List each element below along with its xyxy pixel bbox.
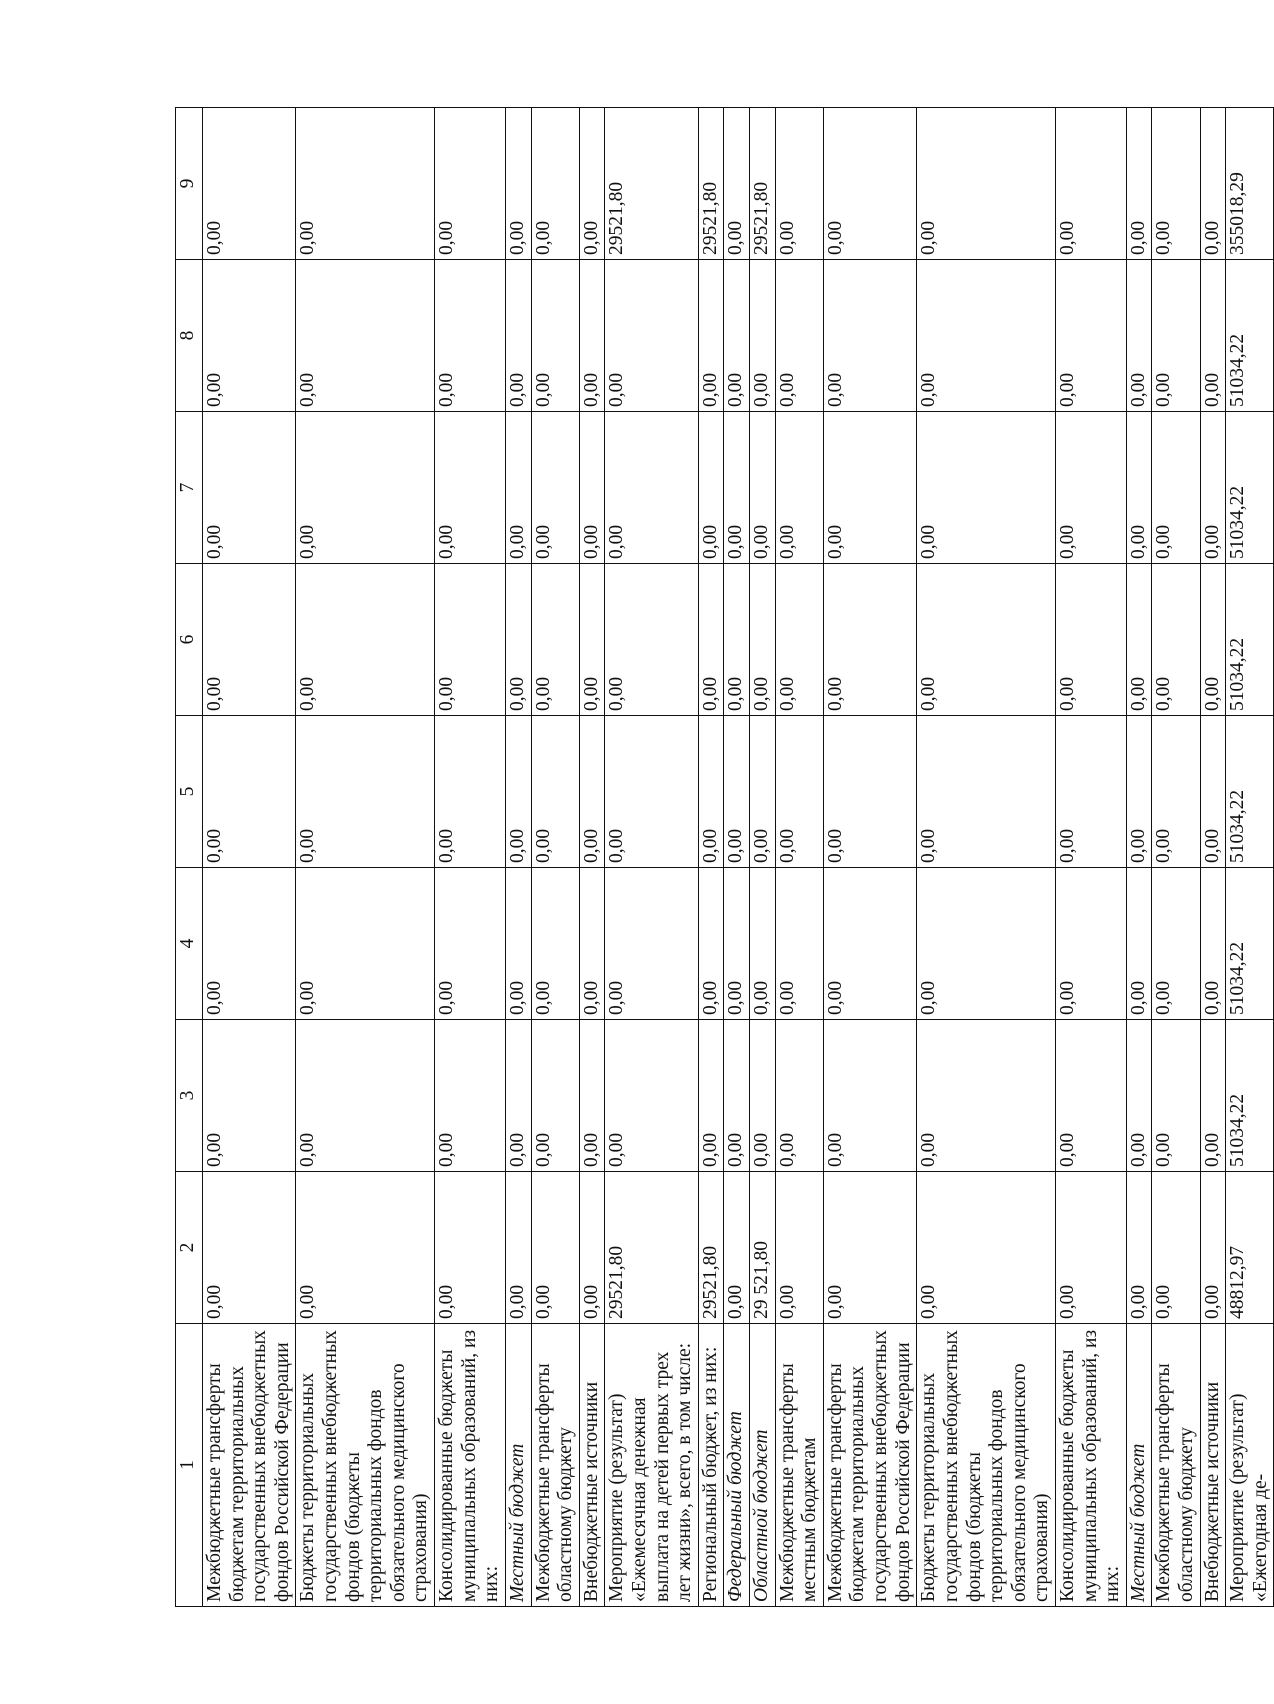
value-cell: 0,00 xyxy=(1200,1172,1226,1324)
row-label: Внебюджетные источники xyxy=(1200,1324,1226,1607)
value-cell: 0,00 xyxy=(775,1172,823,1324)
row-label: Консолидированные бюджеты муниципальных образований, из них: xyxy=(1055,1324,1126,1607)
value-cell: 0,00 xyxy=(203,412,296,564)
row-label: Бюджеты территориальных государственных внебюджетных фондов (бюджеты территориальных фондов обязательного медицинского страхования) xyxy=(296,1324,435,1607)
value-cell: 0,00 xyxy=(505,1020,531,1172)
value-cell: 0,00 xyxy=(435,564,506,716)
value-cell: 0,00 xyxy=(435,260,506,412)
table-row xyxy=(823,108,916,1607)
value-cell: 0,00 xyxy=(750,716,776,868)
value-cell: 0,00 xyxy=(531,108,579,260)
value-cell: 0,00 xyxy=(505,1172,531,1324)
value-cell: 0,00 xyxy=(435,108,506,260)
column-header: 2 xyxy=(176,1172,203,1324)
value-cell: 0,00 xyxy=(1152,1172,1200,1324)
header-row xyxy=(176,108,203,1607)
row-label: Бюджеты территориальных государственных внебюджетных фондов (бюджеты территориальных фондов обязательного медицинского страхования) xyxy=(917,1324,1056,1607)
value-cell: 0,00 xyxy=(724,1020,750,1172)
column-header: 3 xyxy=(176,1020,203,1172)
value-cell: 0,00 xyxy=(917,564,1056,716)
value-cell: 29521,80 xyxy=(698,1172,724,1324)
value-cell: 0,00 xyxy=(775,412,823,564)
value-cell: 0,00 xyxy=(724,716,750,868)
rotated-page xyxy=(175,107,1271,1607)
value-cell: 0,00 xyxy=(1126,412,1152,564)
value-cell: 0,00 xyxy=(750,412,776,564)
budget-table xyxy=(175,107,1274,1607)
value-cell: 0,00 xyxy=(1200,412,1226,564)
value-cell: 0,00 xyxy=(1200,716,1226,868)
value-cell: 0,00 xyxy=(823,108,916,260)
value-cell: 0,00 xyxy=(724,412,750,564)
column-header: 6 xyxy=(176,564,203,716)
value-cell: 0,00 xyxy=(823,412,916,564)
value-cell: 0,00 xyxy=(1200,260,1226,412)
value-cell: 0,00 xyxy=(698,1020,724,1172)
value-cell: 0,00 xyxy=(505,716,531,868)
value-cell: 0,00 xyxy=(750,1020,776,1172)
value-cell: 29521,80 xyxy=(605,1172,698,1324)
value-cell: 0,00 xyxy=(605,868,698,1020)
value-cell: 0,00 xyxy=(531,412,579,564)
row-label: Консолидированные бюджеты муниципальных образований, из них: xyxy=(435,1324,506,1607)
value-cell: 0,00 xyxy=(1200,564,1226,716)
value-cell: 0,00 xyxy=(1152,868,1200,1020)
row-label: Межбюджетные трансферты областному бюджету xyxy=(1152,1324,1200,1607)
value-cell: 0,00 xyxy=(531,1172,579,1324)
value-cell: 0,00 xyxy=(1055,108,1126,260)
value-cell: 48812,97 xyxy=(1226,1172,1274,1324)
value-cell: 355018,29 xyxy=(1226,108,1274,260)
value-cell: 51034,22 xyxy=(1226,716,1274,868)
value-cell: 29521,80 xyxy=(750,108,776,260)
value-cell: 0,00 xyxy=(917,108,1056,260)
value-cell: 0,00 xyxy=(579,412,605,564)
value-cell: 51034,22 xyxy=(1226,412,1274,564)
value-cell: 51034,22 xyxy=(1226,260,1274,412)
value-cell: 29 521,80 xyxy=(750,1172,776,1324)
value-cell: 0,00 xyxy=(579,868,605,1020)
value-cell: 0,00 xyxy=(296,260,435,412)
value-cell: 0,00 xyxy=(724,564,750,716)
value-cell: 0,00 xyxy=(917,1020,1056,1172)
value-cell: 0,00 xyxy=(435,868,506,1020)
value-cell: 0,00 xyxy=(531,260,579,412)
value-cell: 0,00 xyxy=(296,1020,435,1172)
table-body xyxy=(203,108,1274,1607)
value-cell: 0,00 xyxy=(823,1020,916,1172)
table-row xyxy=(775,108,823,1607)
value-cell: 0,00 xyxy=(203,260,296,412)
column-header: 1 xyxy=(176,1324,203,1607)
value-cell: 0,00 xyxy=(724,108,750,260)
table-row xyxy=(435,108,506,1607)
value-cell: 0,00 xyxy=(1055,716,1126,868)
value-cell: 0,00 xyxy=(296,868,435,1020)
value-cell: 51034,22 xyxy=(1226,564,1274,716)
value-cell: 0,00 xyxy=(698,412,724,564)
value-cell: 0,00 xyxy=(579,260,605,412)
value-cell: 0,00 xyxy=(296,564,435,716)
value-cell: 0,00 xyxy=(579,564,605,716)
value-cell: 0,00 xyxy=(505,108,531,260)
value-cell: 29521,80 xyxy=(605,108,698,260)
table-row xyxy=(1055,108,1126,1607)
value-cell: 0,00 xyxy=(605,1020,698,1172)
row-label: Региональный бюджет, из них: xyxy=(698,1324,724,1607)
value-cell: 0,00 xyxy=(579,716,605,868)
value-cell: 0,00 xyxy=(203,564,296,716)
value-cell: 29521,80 xyxy=(698,108,724,260)
value-cell: 0,00 xyxy=(1055,412,1126,564)
value-cell: 0,00 xyxy=(823,1172,916,1324)
table-row xyxy=(296,108,435,1607)
value-cell: 0,00 xyxy=(1200,108,1226,260)
row-label: Межбюджетные трансферты бюджетам территориальных государственных внебюджетных фондов Российской Федерации xyxy=(203,1324,296,1607)
value-cell: 0,00 xyxy=(1152,412,1200,564)
value-cell: 0,00 xyxy=(724,1172,750,1324)
value-cell: 51034,22 xyxy=(1226,1020,1274,1172)
value-cell: 0,00 xyxy=(505,412,531,564)
table-row xyxy=(605,108,698,1607)
value-cell: 0,00 xyxy=(203,1172,296,1324)
value-cell: 0,00 xyxy=(775,564,823,716)
row-label: Межбюджетные трансферты бюджетам территориальных государственных внебюджетных фондов Российской Федерации xyxy=(823,1324,916,1607)
value-cell: 0,00 xyxy=(1126,260,1152,412)
value-cell: 0,00 xyxy=(579,108,605,260)
table-row xyxy=(1126,108,1152,1607)
row-label: Мероприятие (результат) «Ежемесячная денежная выплата на детей первых трех лет жизни», всего, в том числе: xyxy=(605,1324,698,1607)
value-cell: 0,00 xyxy=(1055,1172,1126,1324)
value-cell: 0,00 xyxy=(775,260,823,412)
value-cell: 0,00 xyxy=(1055,1020,1126,1172)
value-cell: 0,00 xyxy=(917,868,1056,1020)
value-cell: 0,00 xyxy=(823,260,916,412)
row-label: Межбюджетные трансферты местным бюджетам xyxy=(775,1324,823,1607)
column-header: 4 xyxy=(176,868,203,1020)
value-cell: 0,00 xyxy=(435,716,506,868)
value-cell: 0,00 xyxy=(1055,868,1126,1020)
value-cell: 0,00 xyxy=(1126,1020,1152,1172)
value-cell: 0,00 xyxy=(724,868,750,1020)
value-cell: 0,00 xyxy=(775,716,823,868)
value-cell: 0,00 xyxy=(296,1172,435,1324)
value-cell: 0,00 xyxy=(1152,1020,1200,1172)
table-row xyxy=(531,108,579,1607)
value-cell: 0,00 xyxy=(917,716,1056,868)
value-cell: 0,00 xyxy=(1055,260,1126,412)
table-row xyxy=(698,108,724,1607)
value-cell: 0,00 xyxy=(1126,1172,1152,1324)
column-header: 8 xyxy=(176,260,203,412)
value-cell: 0,00 xyxy=(435,1172,506,1324)
value-cell: 0,00 xyxy=(724,260,750,412)
value-cell: 0,00 xyxy=(917,1172,1056,1324)
value-cell: 0,00 xyxy=(435,1020,506,1172)
value-cell: 0,00 xyxy=(531,716,579,868)
column-header: 7 xyxy=(176,412,203,564)
value-cell: 0,00 xyxy=(505,260,531,412)
row-label: Межбюджетные трансферты областному бюджету xyxy=(531,1324,579,1607)
row-label: Областной бюджет xyxy=(750,1324,776,1607)
value-cell: 0,00 xyxy=(698,868,724,1020)
value-cell: 0,00 xyxy=(579,1020,605,1172)
row-label: Мероприятие (результат) «Ежегодная де- xyxy=(1226,1324,1274,1607)
value-cell: 0,00 xyxy=(1152,716,1200,868)
value-cell: 0,00 xyxy=(775,108,823,260)
value-cell: 0,00 xyxy=(750,564,776,716)
value-cell: 0,00 xyxy=(531,1020,579,1172)
value-cell: 0,00 xyxy=(1152,564,1200,716)
table-row xyxy=(1226,108,1274,1607)
value-cell: 0,00 xyxy=(435,412,506,564)
value-cell: 0,00 xyxy=(917,260,1056,412)
value-cell: 0,00 xyxy=(203,716,296,868)
row-label: Федеральный бюджет xyxy=(724,1324,750,1607)
table-row xyxy=(579,108,605,1607)
value-cell: 0,00 xyxy=(698,260,724,412)
value-cell: 0,00 xyxy=(1055,564,1126,716)
table-row xyxy=(1152,108,1200,1607)
value-cell: 0,00 xyxy=(605,412,698,564)
value-cell: 0,00 xyxy=(505,868,531,1020)
value-cell: 0,00 xyxy=(296,716,435,868)
row-label: Внебюджетные источники xyxy=(579,1324,605,1607)
value-cell: 0,00 xyxy=(698,716,724,868)
value-cell: 0,00 xyxy=(1200,868,1226,1020)
table-row xyxy=(724,108,750,1607)
value-cell: 0,00 xyxy=(917,412,1056,564)
value-cell: 0,00 xyxy=(1200,1020,1226,1172)
row-label: Местный бюджет xyxy=(505,1324,531,1607)
value-cell: 0,00 xyxy=(203,1020,296,1172)
table-row xyxy=(1200,108,1226,1607)
value-cell: 0,00 xyxy=(1152,260,1200,412)
value-cell: 0,00 xyxy=(750,868,776,1020)
table-row xyxy=(750,108,776,1607)
value-cell: 0,00 xyxy=(750,260,776,412)
value-cell: 0,00 xyxy=(296,412,435,564)
value-cell: 0,00 xyxy=(775,1020,823,1172)
value-cell: 0,00 xyxy=(203,868,296,1020)
value-cell: 0,00 xyxy=(605,260,698,412)
row-label: Местный бюджет xyxy=(1126,1324,1152,1607)
value-cell: 0,00 xyxy=(1126,564,1152,716)
value-cell: 0,00 xyxy=(605,716,698,868)
value-cell: 0,00 xyxy=(505,564,531,716)
value-cell: 0,00 xyxy=(1126,868,1152,1020)
value-cell: 0,00 xyxy=(823,716,916,868)
value-cell: 0,00 xyxy=(203,108,296,260)
value-cell: 0,00 xyxy=(579,1172,605,1324)
column-header: 9 xyxy=(176,108,203,260)
column-header: 5 xyxy=(176,716,203,868)
value-cell: 0,00 xyxy=(1126,716,1152,868)
value-cell: 0,00 xyxy=(296,108,435,260)
value-cell: 0,00 xyxy=(531,564,579,716)
value-cell: 0,00 xyxy=(1152,108,1200,260)
value-cell: 0,00 xyxy=(605,564,698,716)
table-row xyxy=(917,108,1056,1607)
table-row xyxy=(505,108,531,1607)
value-cell: 0,00 xyxy=(823,564,916,716)
value-cell: 51034,22 xyxy=(1226,868,1274,1020)
value-cell: 0,00 xyxy=(823,868,916,1020)
value-cell: 0,00 xyxy=(531,868,579,1020)
value-cell: 0,00 xyxy=(1126,108,1152,260)
value-cell: 0,00 xyxy=(775,868,823,1020)
table-row xyxy=(203,108,296,1607)
value-cell: 0,00 xyxy=(698,564,724,716)
